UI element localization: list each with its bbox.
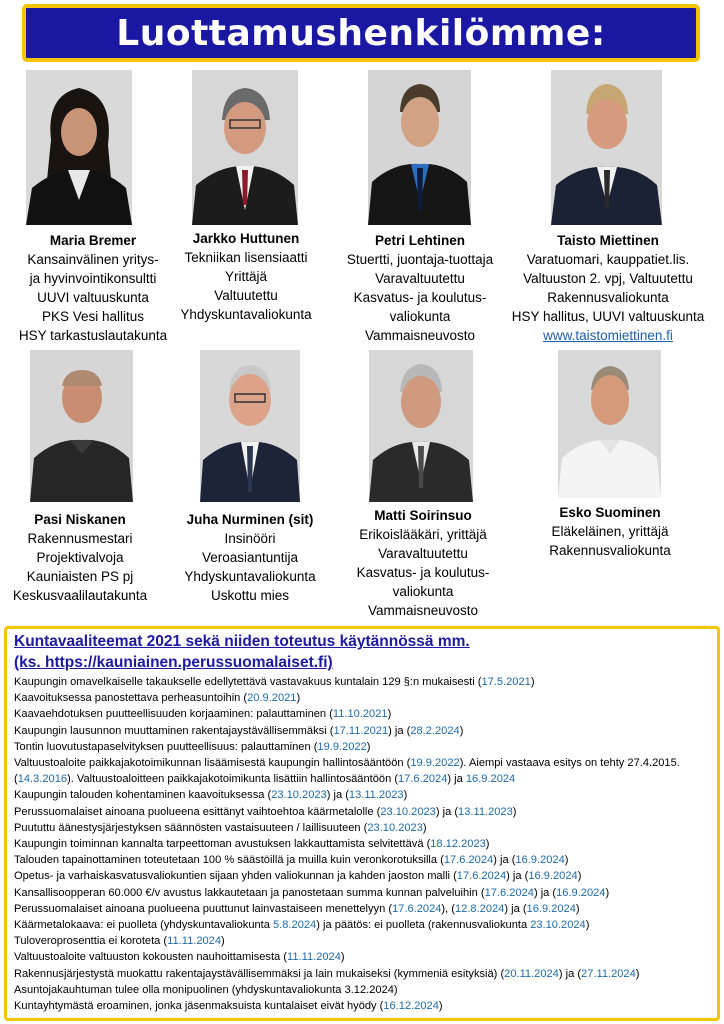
theme-item <box>14 949 710 965</box>
theme-text: Kaupungin omavelkaiselle takaukselle edellytettävä vastavakuus kuntalain 129 §:n mukaisesti ( <box>14 676 482 688</box>
theme-text: Kaupungin lausunnon muuttaminen rakentajaystävällisemmäksi ( <box>14 724 334 737</box>
theme-date-link[interactable]: 23.10.2024 <box>530 919 586 932</box>
theme-item <box>14 966 710 982</box>
theme-date-link[interactable]: 23.10.2023 <box>380 805 436 818</box>
person-role: Kauniaisten PS pj <box>26 569 134 584</box>
person-role: Kasvatus- ja koulutus- <box>356 565 490 580</box>
theme-item <box>14 787 710 803</box>
person-role: Vammaisneuvosto <box>367 603 479 618</box>
theme-text: Valtuustoaloite paikkajakotoimikunnan lisäämisestä kaupungin hallintosääntöön ( <box>14 757 411 770</box>
theme-date-link[interactable]: 19.9.2022 <box>317 740 367 753</box>
portrait-jarkko-huttunen <box>192 70 298 225</box>
person-role: Valtuuston 2. vpj, Valtuutettu <box>523 271 693 286</box>
themes-source-link[interactable]: (ks. https://kauniainen.perussuomalaiset.fi) <box>14 654 333 671</box>
theme-date-link[interactable]: 20.9.2021 <box>247 692 297 705</box>
portrait-matti-soirinsuo <box>369 350 473 502</box>
person-role: Kansainvälinen yritys- <box>27 252 159 267</box>
person-card-jarkko-huttunen <box>160 229 332 324</box>
theme-item <box>14 804 710 820</box>
person-role: Erikoislääkäri, yrittäjä <box>359 527 487 542</box>
theme-item <box>14 836 710 852</box>
theme-text: ) ja ( <box>504 902 527 915</box>
person-role: Varavaltuutettu <box>375 271 465 286</box>
theme-text: ) <box>422 821 427 834</box>
person-card-pasi-niskanen <box>0 510 160 605</box>
theme-item <box>14 901 710 917</box>
theme-date-link[interactable]: 23.10.2023 <box>367 821 423 834</box>
theme-date-link[interactable]: 11.11.2024 <box>167 935 222 948</box>
theme-text: ) <box>577 870 582 883</box>
person-name: Taisto Miettinen <box>557 233 659 248</box>
theme-text: ) ja ( <box>388 724 411 737</box>
person-role: Yhdyskuntavaliokunta <box>184 569 316 584</box>
person-role: Varatuomari, kauppatiet.lis. <box>526 252 690 267</box>
theme-text: ) <box>512 805 517 818</box>
website-link[interactable]: www.taistomiettinen.fi <box>543 328 673 343</box>
themes-title: Kuntavaaliteemat 2021 sekä niiden toteutus käytännössä mm. <box>14 633 470 650</box>
theme-text: Perussuomalaiset ainoana puolueena esittänyt vaihtoehtoa käärmetalolle ( <box>14 805 381 818</box>
person-role: Eläkeläinen, yrittäjä <box>551 524 669 539</box>
person-role: valiokunta <box>389 309 451 324</box>
theme-item <box>14 917 710 933</box>
theme-item <box>14 755 710 787</box>
theme-text: ) <box>366 740 371 753</box>
person-name: Matti Soirinsuo <box>374 508 472 523</box>
theme-date-link[interactable]: 17.6.2024 <box>484 886 534 899</box>
theme-text: ) ja ( <box>506 870 529 883</box>
theme-text: Asuntojakauhtuman tulee olla monipuolinen (yhdyskuntavaliokunta 3.12.2024) <box>14 983 398 996</box>
theme-text: ) <box>564 854 569 867</box>
theme-date-link[interactable]: 16.9.2024 <box>526 902 576 915</box>
theme-text: ) <box>605 886 610 899</box>
theme-item <box>14 690 710 706</box>
theme-date-link[interactable]: 13.11.2023 <box>348 789 404 802</box>
theme-date-link[interactable]: 12.8.2024 <box>454 902 505 915</box>
theme-text: ) <box>635 967 640 980</box>
portrait-maria-bremer <box>26 70 132 225</box>
person-role: Stuertti, juontaja-tuottaja <box>346 252 494 267</box>
portrait-pasi-niskanen <box>30 350 133 502</box>
theme-text: Kaupungin toiminnan kannalta tarpeettoman avustuksen lakkauttamista selvitettävä ( <box>14 838 431 851</box>
portrait-juha-nurminen <box>200 350 300 502</box>
theme-text: ), ( <box>441 902 455 915</box>
theme-date-link[interactable]: 27.11.2024 <box>581 967 636 980</box>
theme-item <box>14 674 710 690</box>
theme-item <box>14 723 710 739</box>
theme-date-link[interactable]: 20.11.2024 <box>504 967 559 980</box>
theme-item <box>14 982 710 998</box>
theme-text: ) ja ( <box>493 854 516 867</box>
person-name: Esko Suominen <box>559 505 661 520</box>
person-role: Yhdyskuntavaliokunta <box>180 307 312 322</box>
theme-text: Perussuomalaiset ainoana puolueena puuttunut lainvastaiseen menettelyyn ( <box>14 902 393 915</box>
theme-date-link[interactable]: 16.9.2024 <box>465 773 516 786</box>
theme-item <box>14 820 710 836</box>
themes-list <box>14 674 710 1014</box>
theme-text: Kaavaehdotuksen puutteellisuuden korjaaminen: palauttaminen ( <box>14 708 333 721</box>
theme-text: ) ja ( <box>533 886 557 899</box>
portrait-petri-lehtinen <box>368 70 471 225</box>
theme-item <box>14 868 710 884</box>
theme-text: ) ja ( <box>558 967 582 980</box>
theme-text: ) <box>387 708 392 721</box>
theme-date-link[interactable]: 19.9.2022 <box>410 757 460 770</box>
theme-text: ) ja ( <box>326 789 349 802</box>
person-role: ja hyvinvointikonsultti <box>29 271 157 286</box>
theme-text: Valtuustoaloite valtuuston kokousten nauhoittamisesta ( <box>14 951 287 964</box>
theme-text: Tuloveroprosenttia ei koroteta ( <box>14 935 168 948</box>
person-role: Yrittäjä <box>224 269 268 284</box>
person-name: Jarkko Huttunen <box>192 231 300 246</box>
theme-text: ). Valtuustoaloitteen paikkajakotoimikunta lisättiin hallintosääntöön ( <box>67 773 399 786</box>
person-card-petri-lehtinen <box>325 231 515 345</box>
theme-text: Kaavoituksessa panostettava perheasuntoihin ( <box>14 692 248 705</box>
person-role: Varavaltuutettu <box>378 546 468 561</box>
theme-text: ) <box>296 692 301 705</box>
theme-item <box>14 933 710 949</box>
theme-date-link[interactable]: 13.11.2023 <box>458 805 513 818</box>
theme-item <box>14 998 710 1014</box>
theme-date-link[interactable]: 14.3.2016 <box>17 773 68 786</box>
theme-date-link[interactable]: 17.6.2024 <box>398 773 448 786</box>
person-role: HSY hallitus, UUVI valtuuskunta <box>511 309 705 324</box>
theme-text: ) ja <box>447 773 466 786</box>
theme-item <box>14 885 710 901</box>
theme-date-link[interactable]: 23.10.2023 <box>271 789 327 802</box>
person-name: Maria Bremer <box>49 233 137 248</box>
person-role: UUVI valtuuskunta <box>37 290 149 305</box>
theme-text: ). Aiempi vastaava esitys on tehty 27.4.2015. ( <box>14 757 680 786</box>
theme-date-link[interactable]: 17.11.2021 <box>333 724 389 737</box>
theme-item <box>14 706 710 722</box>
person-card-taisto-miettinen <box>494 231 722 345</box>
person-role: Projektivalvoja <box>36 550 124 565</box>
theme-item <box>14 739 710 755</box>
person-role: Insinööri <box>224 531 276 546</box>
portrait-esko-suominen <box>558 350 661 498</box>
theme-date-link[interactable]: 11.11.2024 <box>287 951 341 964</box>
person-role: Rakennusvaliokunta <box>549 543 671 558</box>
person-role: Rakennusvaliokunta <box>547 290 669 305</box>
theme-text: ) <box>575 902 580 915</box>
theme-date-link[interactable]: 16.12.2024 <box>383 1000 439 1013</box>
theme-item <box>14 852 710 868</box>
theme-date-link[interactable]: 28.2.2024 <box>410 724 460 737</box>
theme-text: ) <box>459 724 464 737</box>
person-name: Pasi Niskanen <box>34 512 126 527</box>
person-role: Uskottu mies <box>210 588 290 603</box>
theme-date-link[interactable]: 5.8.2024 <box>273 919 317 932</box>
theme-date-link[interactable]: 17.5.2021 <box>481 676 531 688</box>
theme-text: ) <box>221 935 225 948</box>
theme-text: ) <box>585 919 590 932</box>
theme-text: ) <box>485 838 490 851</box>
theme-text: ) <box>403 789 408 802</box>
person-role: PKS Vesi hallitus <box>41 309 145 324</box>
person-card-esko-suominen <box>520 503 700 560</box>
theme-text: Rakennusjärjestystä muokattu rakentajaystävällisemmäksi ja lain mukaiseksi (kymmeniä esityksiä) ( <box>14 967 505 980</box>
theme-date-link[interactable]: 16.9.2024 <box>528 870 578 883</box>
portrait-taisto-miettinen <box>551 70 662 225</box>
theme-text: Käärmetalokaava: ei puolleta (yhdyskuntavaliokunta <box>14 919 274 932</box>
person-role: Vammaisneuvosto <box>364 328 476 343</box>
person-card-maria-bremer <box>3 231 183 345</box>
title-banner <box>22 4 700 62</box>
person-role: Kasvatus- ja koulutus- <box>353 290 487 305</box>
theme-text: ) ja päätös: ei puolleta (rakennusvaliokunta <box>316 919 531 932</box>
theme-text: Opetus- ja varhaiskasvatusvaliokuntien sijaan yhden valiokunnan ja kahden jaoston malli ( <box>14 870 457 883</box>
person-card-juha-nurminen <box>165 510 335 605</box>
person-role: Rakennusmestari <box>27 531 133 546</box>
theme-date-link[interactable]: 17.6.2024 <box>443 854 494 867</box>
person-card-matti-soirinsuo <box>335 506 511 620</box>
theme-text: Kansallisoopperan 60.000 €/v avustus lakkautetaan ja panostetaan summa kunnan palveluihin ( <box>14 886 485 899</box>
theme-text: Kuntayhtymästä eroaminen, jonka jäsenmaksuista kuntalaiset eivät hyödy ( <box>14 1000 384 1013</box>
person-role: Keskusvaalilautakunta <box>12 588 148 603</box>
theme-date-link[interactable]: 16.9.2024 <box>515 854 565 867</box>
theme-date-link[interactable]: 17.6.2024 <box>392 902 442 915</box>
person-role: valiokunta <box>392 584 454 599</box>
theme-text: Tontin luovutustapaselvityksen puutteellisuus: palauttaminen ( <box>14 740 318 753</box>
campaign-themes-box <box>4 626 720 1021</box>
person-name: Juha Nurminen (sit) <box>186 512 314 527</box>
person-name: Petri Lehtinen <box>374 233 465 248</box>
theme-date-link[interactable]: 16.9.2024 <box>556 886 606 899</box>
theme-text: Puututtu äänestysjärjestyksen säännösten vastaisuuteen / laillisuuteen ( <box>14 821 368 834</box>
person-role: Tekniikan lisensiaatti <box>184 250 308 265</box>
theme-text: ) <box>438 1000 443 1013</box>
person-role: HSY tarkastuslautakunta <box>18 328 168 343</box>
theme-date-link[interactable]: 18.12.2023 <box>430 838 486 851</box>
person-role: Valtuutettu <box>214 288 278 303</box>
theme-text: ) <box>340 951 345 964</box>
theme-text: ) ja ( <box>435 805 459 818</box>
theme-date-link[interactable]: 11.10.2021 <box>332 708 388 721</box>
theme-date-link[interactable]: 17.6.2024 <box>456 870 507 883</box>
theme-text: Kaupungin talouden kohentaminen kaavoituksessa ( <box>14 789 272 802</box>
theme-text: ) <box>530 676 535 688</box>
person-role: Veroasiantuntija <box>201 550 299 565</box>
theme-text: Talouden tapainottaminen toteutetaan 100 % säästöillä ja muilla kuin veronkorotuksilla ( <box>14 854 444 867</box>
page-title: Luottamushenkilömme: <box>116 12 606 54</box>
